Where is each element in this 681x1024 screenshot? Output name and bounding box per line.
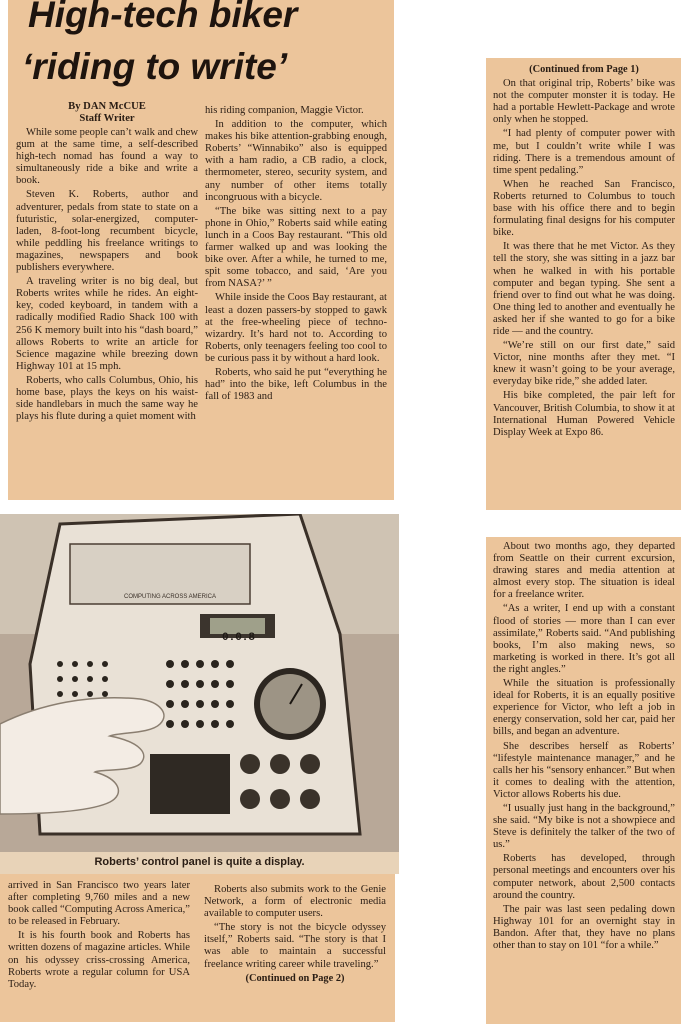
paragraph: While the situation is professionally ideal for Roberts, it is an equally positive experience for Victor, who left a job in energy conservation, sold her car, paid her bills, and began an adventure. [493, 678, 675, 738]
panel-label: COMPUTING ACROSS AMERICA [123, 594, 216, 600]
continued-column [493, 64, 675, 441]
byline-title: Staff Writer [79, 113, 135, 124]
paragraph: When he reached San Francisco, Roberts returned to Columbus to touch base with his office there and to begin formulating final designs for his computer bike. [493, 178, 675, 239]
photo-caption: Roberts’ control panel is quite a display. [94, 856, 305, 868]
headline-line-1: High-tech biker [28, 0, 298, 35]
paragraph: While inside the Coos Bay restaurant, at least a dozen passers-by stopped to gawk at the free-wheeling piece of techno-wizardry. It’s hard not to. According to Roberts, only teenagers feeling too cool to be curious pass it by without a hard look. [205, 292, 387, 364]
article-column-1 [16, 101, 198, 425]
paragraph: It is his fourth book and Roberts has written dozens of magazine articles. While on his odyssey criss-crossing America, Roberts wrote a regular column for USA Today. [8, 930, 190, 990]
bottom-clipping [0, 874, 395, 1022]
headline-line-2: ‘riding to write’ [22, 46, 288, 87]
paragraph: “I usually just hang in the background,” she said. “My bike is not a showpiece and Steve is definitely the talker of the two of us.” [493, 802, 675, 851]
paragraph: In addition to the computer, which makes his bike attention-grabbing enough, Roberts’ “Winnabiko” also is equipped with a ham radio, a CB radio, a clock, thermometer, stereo, security system, and any number of other items totally incongruous with a bicycle. [205, 119, 387, 203]
paragraph: Roberts, who said he put “everything he had” into the bike, left Columbus in the fall of 1983 and [205, 366, 387, 403]
photo-clipping [0, 514, 399, 874]
paragraph: His bike completed, the pair left for Vancouver, British Columbia, to show it at International Human Powered Vehicle Display Week at Expo 86. [493, 390, 675, 438]
paragraph: It was there that he met Victor. As they tell the story, she was sitting in a jazz bar when he walked in with his portable computer and began typing. She sent a friend over to find out what he was doing. One thing led to another and eventually he asked her if she wanted to go for a bike ride — and the country. [493, 241, 675, 337]
article-column-2 [205, 105, 387, 405]
bottom-column-2 [204, 884, 386, 985]
continued-clipping [486, 58, 681, 510]
paragraph: Roberts also submits work to the Genie Network, a form of electronic media available to computer users. [204, 884, 386, 920]
paragraph: Roberts has developed, through personal meetings and encounters over his computer network, about 2,500 contacts around the country. [493, 853, 675, 901]
paragraph: “The bike was sitting next to a pay phone in Ohio,” Roberts said while eating lunch in a Coos Bay restaurant. “This old farmer walked up and was looking the bike over. After a while, he turned to me, spit some tobacco, and said, ‘Are you from NASA?’ ” [205, 205, 387, 290]
paragraph: A traveling writer is no big deal, but Roberts writes while he rides. An eight-key, coded keyboard, in tandem with a radically modified Radio Shack 100 with 256 K memory built into his “dash board,” allows Roberts to write an article for Science magazine while breezing down Highway 101 at 15 mph. [16, 276, 198, 372]
paragraph: his riding companion, Maggie Victor. [205, 105, 364, 116]
control-panel-photo [0, 514, 399, 852]
paragraph: “The story is not the bicycle odyssey itself,” Roberts said. “The story is that I was able to maintain a successful freelance writing career while traveling.” [204, 922, 386, 970]
paragraph: On that original trip, Roberts’ bike was not the computer monster it is today. He had a portable Hewlett-Package and wrote only when he stopped. [493, 78, 675, 126]
display-readout: 0.0.8 [222, 632, 256, 644]
paragraph: “I had plenty of computer power with me, but I couldn’t write while I was riding. There is a tremendous amount of time spent pedaling.” [493, 128, 675, 176]
paragraph: “As a writer, I end up with a constant flood of stories — more than I can ever assimilate,” Roberts said. “And publishing books, I’m also making news, so marketing is worked in there. It’s got all the right angles.” [493, 603, 675, 675]
continued-on-label: (Continued on Page 2) [245, 972, 345, 984]
continued-from-label: (Continued from Page 1) [529, 64, 639, 75]
paragraph: About two months ago, they departed from Seattle on their current excursion, drawing stares and media attention at almost every stop. The situation is ideal for a freelance writer. [493, 541, 675, 601]
bottom-column-1 [8, 880, 190, 993]
paragraph: She describes herself as Roberts’ “lifestyle maintenance manager,” and he calls her his “sensory enhancer.” But when it comes to dealing with the attention, Victor allows Roberts his due. [493, 740, 675, 800]
byline-name: By DAN McCUE [68, 101, 146, 112]
paragraph: Steven K. Roberts, author and adventurer, pedals from state to state on a futuristic, solar-energized, computer-laden, 8-foot-long recumbent bicycle, while peddling his freelance writings to magazines, newspapers and book publishers everywhere. [16, 189, 198, 274]
right-bottom-clipping [486, 537, 681, 1024]
paragraph: arrived in San Francisco two years later after completing 9,760 miles and a new book called “Computing Across America,” to be released in February. [8, 880, 190, 928]
right-bottom-column [493, 541, 675, 954]
paragraph: The pair was last seen pedaling down Highway 101 for an overnight stay in Bandon. After that, they have no plans other than to stay on 101 “for a while.” [493, 903, 675, 951]
paragraph: While some people can’t walk and chew gum at the same time, a self-described high-tech nomad has found a way to simultaneously ride a bike and write a book. [16, 127, 198, 187]
article-clipping [8, 0, 394, 500]
paragraph: “We’re still on our first date,” said Victor, nine months after they met. “I knew it wasn’t going to be your average, everyday bike ride,” she added later. [493, 340, 675, 388]
paragraph: Roberts, who calls Columbus, Ohio, his home base, plays the keys on his waist-side handlebars in much the same way he plays his flute during a quiet moment with [16, 374, 198, 423]
